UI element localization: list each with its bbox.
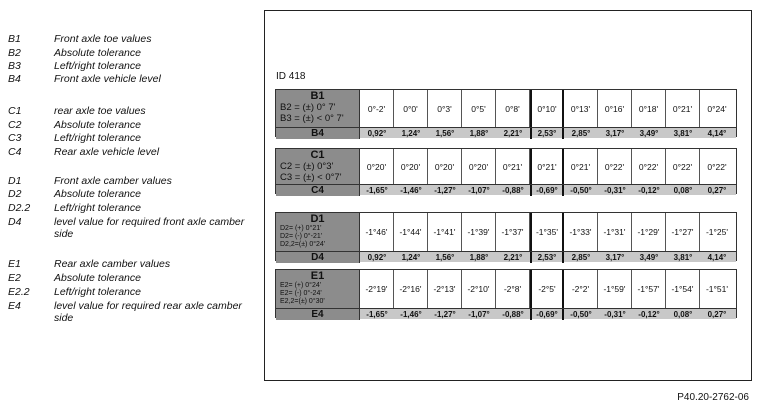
footer-value-cell: 3,17° xyxy=(605,253,625,262)
table-value-cell: 0°22' xyxy=(632,149,666,184)
table-value-cell: -1°31' xyxy=(598,213,632,251)
table-value-cell: -1°54' xyxy=(666,270,700,308)
tolerance-line: E2= (-) 0°-24' xyxy=(280,290,322,297)
table-value-cell: 0°20' xyxy=(394,149,428,184)
footer-value-cell: 0,27° xyxy=(707,186,727,195)
footer-value-cell: 3,49° xyxy=(639,253,659,262)
footer-label: D4 xyxy=(276,252,360,263)
alignment-table xyxy=(275,269,737,318)
table-value-cell: -1°27' xyxy=(666,213,700,251)
table-value-cell: 0°21' xyxy=(496,149,530,184)
table-title: C1 xyxy=(310,149,325,161)
table-header-cell xyxy=(276,270,360,308)
legend-text: rear axle toe values xyxy=(54,105,146,117)
footer-value-cell: 2,53° xyxy=(530,128,564,139)
table-value-cell: 0°21' xyxy=(666,90,700,127)
table-value-cell: 0°21' xyxy=(564,149,598,184)
legend-code: C2 xyxy=(8,119,22,131)
table-title: B1 xyxy=(310,90,325,102)
footer-value-cell: 2,21° xyxy=(503,253,523,262)
tolerance-line: D2= (+) 0°21' xyxy=(280,225,322,232)
legend-text: Absolute tolerance xyxy=(54,119,141,131)
tolerance-line: E2,2=(±) 0°30' xyxy=(280,298,325,305)
footer-value-cell: -1,27° xyxy=(434,310,456,319)
table-value-cell: 0°24' xyxy=(707,103,727,114)
alignment-table xyxy=(275,212,737,261)
figure-id: ID 418 xyxy=(276,71,306,82)
table-value-cell: -1°44' xyxy=(394,213,428,251)
legend-code: C4 xyxy=(8,146,22,158)
table-value-cell: -1°25' xyxy=(705,227,729,237)
table-value-cell: -1°37' xyxy=(496,213,530,251)
footer-value-cell: 3,81° xyxy=(673,129,693,138)
table-value-cell: 0°20' xyxy=(360,149,394,184)
tolerance-line: D2,2=(±) 0°24' xyxy=(280,241,326,248)
table-value-cell: -1°46' xyxy=(360,213,394,251)
table-value-cell: -2°16' xyxy=(394,270,428,308)
footer-value-cell: 3,17° xyxy=(605,129,625,138)
legend-code: B2 xyxy=(8,47,21,59)
alignment-table xyxy=(275,148,737,194)
table-value-cell: 0°22' xyxy=(707,161,727,172)
table-value-cell: -2°19' xyxy=(360,270,394,308)
alignment-table xyxy=(275,89,737,137)
legend-code: B4 xyxy=(8,73,21,85)
table-title: E1 xyxy=(310,270,325,282)
table-value-cell: -1°29' xyxy=(632,213,666,251)
table-value-cell: -1°57' xyxy=(632,270,666,308)
table-value-cell: -1°33' xyxy=(564,213,598,251)
table-footer-row xyxy=(276,251,736,262)
legend-code: D1 xyxy=(8,175,22,187)
table-value-cell: 0°22' xyxy=(666,149,700,184)
tolerance-line: E2= (+) 0°24' xyxy=(280,282,322,289)
legend-text: Absolute tolerance xyxy=(54,272,141,284)
table-value-cell: 0°-2' xyxy=(360,90,394,127)
footer-value-cell: -0,88° xyxy=(502,186,524,195)
footer-value-cell: -1,27° xyxy=(434,186,456,195)
footer-value-cell: 0,08° xyxy=(673,186,693,195)
footer-value-cell: 4,14° xyxy=(707,129,727,138)
legend-text: Rear axle vehicle level xyxy=(54,146,160,158)
table-footer-row xyxy=(276,184,736,195)
footer-value-cell: 3,81° xyxy=(673,253,693,262)
table-title: D1 xyxy=(310,213,325,225)
footer-value-cell: 2,53° xyxy=(530,252,564,263)
legend-code: E2 xyxy=(8,272,21,284)
table-header-cell xyxy=(276,149,360,184)
footer-value-cell: 2,85° xyxy=(571,253,591,262)
legend-code: E4 xyxy=(8,300,21,312)
footer-label: C4 xyxy=(276,185,360,196)
table-value-cell: -2°2' xyxy=(564,270,598,308)
table-value-cell: 0°0' xyxy=(394,90,428,127)
footer-value-cell: -0,50° xyxy=(570,186,592,195)
legend-text: Front axle camber values xyxy=(54,175,172,187)
table-value-cell: -2°10' xyxy=(462,270,496,308)
table-value-cell: 0°18' xyxy=(632,90,666,127)
footer-value-cell: -1,07° xyxy=(468,310,490,319)
table-value-cell: -1°39' xyxy=(462,213,496,251)
footer-value-cell: 2,85° xyxy=(571,129,591,138)
tolerance-line: C2 = (±) 0°3' xyxy=(280,161,334,172)
footer-value-cell: -1,07° xyxy=(468,186,490,195)
table-header-cell xyxy=(276,90,360,127)
footer-value-cell: -0,50° xyxy=(570,310,592,319)
table-footer-row xyxy=(276,308,736,319)
footer-value-cell: -0,31° xyxy=(604,310,626,319)
footer-value-cell: -1,65° xyxy=(366,186,388,195)
footer-value-cell: 0,08° xyxy=(673,310,693,319)
legend-code: D4 xyxy=(8,216,22,228)
table-value-cell: 0°8' xyxy=(496,90,530,127)
table-value-cell: 0°13' xyxy=(564,90,598,127)
table-value-cell: 0°16' xyxy=(598,90,632,127)
legend-text: level value for required front axle camber side xyxy=(54,216,245,240)
footer-value-cell: 1,24° xyxy=(401,253,421,262)
tolerance-line: D2= (-) 0°-21' xyxy=(280,233,323,240)
legend-code: C1 xyxy=(8,105,22,117)
legend-text: Rear axle camber values xyxy=(54,258,171,270)
footer-value-cell: 1,88° xyxy=(469,129,489,138)
tolerance-line: B3 = (±) < 0° 7' xyxy=(280,113,344,124)
footer-value-cell: 2,21° xyxy=(503,129,523,138)
legend-code: E2.2 xyxy=(8,286,30,298)
legend-code: D2 xyxy=(8,188,22,200)
legend-text: Front axle vehicle level xyxy=(54,73,161,85)
footer-value-cell: -0,12° xyxy=(638,186,660,195)
table-value-cell: 0°3' xyxy=(428,90,462,127)
legend-text: Absolute tolerance xyxy=(54,188,141,200)
table-value-cell: -2°13' xyxy=(428,270,462,308)
table-value-cell: -1°41' xyxy=(428,213,462,251)
footer-value-cell: -0,88° xyxy=(502,310,524,319)
footer-label: B4 xyxy=(276,128,360,139)
legend-text: Left/right tolerance xyxy=(54,286,141,298)
footer-value-cell: 1,56° xyxy=(435,253,455,262)
footer-value-cell: 0,92° xyxy=(367,129,387,138)
table-value-cell: -1°35' xyxy=(530,213,564,251)
table-value-cell: 0°20' xyxy=(462,149,496,184)
legend-text: Left/right tolerance xyxy=(54,132,141,144)
legend-code: D2.2 xyxy=(8,202,31,214)
legend-text: Front axle toe values xyxy=(54,33,152,45)
table-value-cell: -1°51' xyxy=(705,284,729,294)
footer-value-cell: -0,31° xyxy=(604,186,626,195)
footer-value-cell: -0,12° xyxy=(638,310,660,319)
legend-code: E1 xyxy=(8,258,21,270)
legend-text: Left/right tolerance xyxy=(54,202,141,214)
figure-code: P40.20-2762-06 xyxy=(677,392,749,403)
table-value-cell: 0°22' xyxy=(598,149,632,184)
legend-text: Absolute tolerance xyxy=(54,47,141,59)
footer-value-cell: -0,69° xyxy=(530,309,564,320)
table-value-cell: 0°5' xyxy=(462,90,496,127)
footer-value-cell: 0,27° xyxy=(707,310,727,319)
footer-value-cell: -1,65° xyxy=(366,310,388,319)
footer-value-cell: -0,69° xyxy=(530,185,564,196)
footer-value-cell: 1,88° xyxy=(469,253,489,262)
legend-code: B3 xyxy=(8,60,21,72)
footer-value-cell: -1,46° xyxy=(400,310,422,319)
footer-value-cell: 1,24° xyxy=(401,129,421,138)
footer-value-cell: 1,56° xyxy=(435,129,455,138)
footer-value-cell: -1,46° xyxy=(400,186,422,195)
table-footer-row xyxy=(276,127,736,138)
legend-text: level value for required rear axle camber side xyxy=(54,300,242,324)
footer-value-cell: 4,14° xyxy=(707,253,727,262)
footer-label: E4 xyxy=(276,309,360,320)
table-value-cell: 0°10' xyxy=(530,90,564,127)
legend-text: Left/right tolerance xyxy=(54,60,141,72)
table-header-cell xyxy=(276,213,360,251)
table-value-cell: 0°21' xyxy=(530,149,564,184)
table-value-cell: 0°20' xyxy=(428,149,462,184)
tolerance-line: B2 = (±) 0° 7' xyxy=(280,102,336,113)
footer-value-cell: 3,49° xyxy=(639,129,659,138)
tolerance-line: C3 = (±) < 0°7' xyxy=(280,172,342,183)
legend-code: B1 xyxy=(8,33,21,45)
table-value-cell: -2°5' xyxy=(530,270,564,308)
legend-code: C3 xyxy=(8,132,22,144)
footer-value-cell: 0,92° xyxy=(367,253,387,262)
table-value-cell: -2°8' xyxy=(496,270,530,308)
table-value-cell: -1°59' xyxy=(598,270,632,308)
